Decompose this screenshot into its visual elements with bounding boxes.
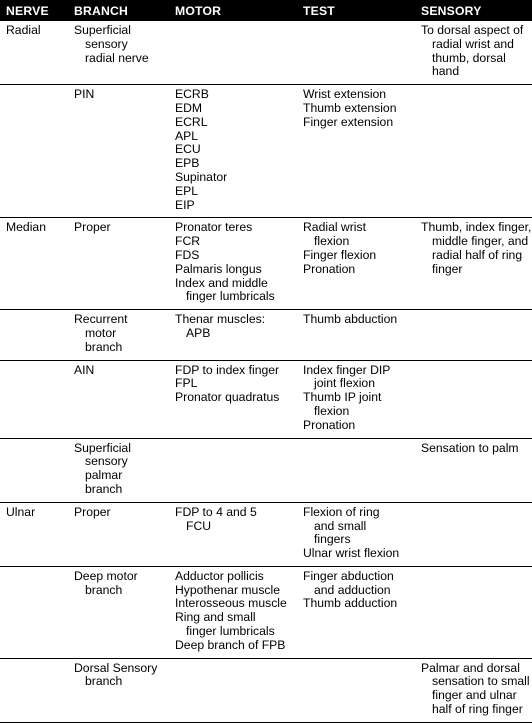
cell-nerve	[0, 658, 70, 722]
branch-line: sensory	[85, 454, 128, 469]
test-line: Radial wrist	[303, 220, 366, 235]
cell-motor	[173, 218, 301, 310]
cell-motor	[173, 310, 301, 360]
test-line: flexion	[314, 403, 350, 418]
cell-nerve	[0, 502, 70, 566]
motor-line: Index and middle	[175, 275, 268, 290]
cell-motor	[173, 21, 301, 85]
branch-line: branch	[85, 339, 123, 354]
sensory-line: finger	[432, 261, 463, 276]
branch-line: Superficial	[74, 23, 131, 37]
motor-line: Deep branch of FPB	[175, 637, 286, 652]
cell-sensory	[418, 360, 532, 438]
header-test: TEST	[303, 3, 335, 18]
motor-line: EDM	[175, 100, 203, 115]
header-nerve: NERVE	[6, 3, 49, 18]
sensory-line: sensation to small	[432, 674, 530, 689]
test-line: Thumb extension	[303, 100, 397, 115]
table-row	[0, 566, 532, 658]
branch-line: Superficial	[74, 440, 131, 455]
header-row	[0, 0, 532, 21]
motor-line: EIP	[175, 197, 195, 212]
sensory-line: Sensation to palm	[421, 440, 519, 455]
test-line: joint flexion	[314, 376, 375, 391]
motor-line: Thenar muscles:	[175, 312, 266, 327]
branch-line: AIN	[74, 362, 95, 377]
cell-nerve	[0, 310, 70, 360]
cell-nerve	[0, 218, 70, 310]
cell-nerve	[0, 566, 70, 658]
motor-line: ECRL	[175, 114, 208, 129]
motor-line: finger lumbricals	[186, 624, 275, 639]
cell-sensory	[418, 218, 532, 310]
table-row	[0, 21, 532, 85]
sensory-line: hand	[432, 64, 460, 79]
motor-line: ECU	[175, 142, 201, 157]
cell-branch	[70, 360, 173, 438]
sensory-line: To dorsal aspect of	[421, 23, 524, 37]
motor-line: FCR	[175, 234, 201, 249]
test-line: and adduction	[314, 582, 391, 597]
cell-test	[301, 310, 418, 360]
cell-branch	[70, 658, 173, 722]
motor-line: APB	[186, 325, 211, 340]
branch-line: palmar	[85, 468, 123, 483]
branch-line: Dorsal Sensory	[74, 660, 158, 675]
header-sensory: SENSORY	[421, 3, 482, 18]
motor-line: FDS	[175, 247, 200, 262]
cell-test	[301, 85, 418, 218]
sensory-line: thumb, dorsal	[432, 50, 506, 65]
cell-motor	[173, 658, 301, 722]
cell-nerve	[0, 85, 70, 218]
header-branch: BRANCH	[74, 3, 129, 18]
branch-line: Deep motor	[74, 568, 138, 583]
motor-line: FDP to 4 and 5	[175, 504, 257, 519]
motor-line: Ring and small	[175, 610, 256, 625]
motor-line: finger lumbricals	[186, 289, 275, 304]
motor-line: Interosseous muscle	[175, 596, 287, 611]
cell-branch	[70, 438, 173, 502]
branch-line: branch	[85, 481, 123, 496]
motor-line: EPB	[175, 156, 200, 171]
motor-line: Palmaris longus	[175, 261, 262, 276]
sensory-line: half of ring finger	[432, 702, 523, 717]
sensory-line: radial wrist and	[432, 36, 514, 51]
motor-line: APL	[175, 128, 199, 143]
cell-branch	[70, 502, 173, 566]
motor-line: FCU	[186, 518, 212, 533]
branch-line: Proper	[74, 220, 111, 235]
test-line: Finger extension	[303, 114, 394, 129]
cell-sensory	[418, 21, 532, 85]
cell-sensory	[418, 85, 532, 218]
cell-sensory	[418, 566, 532, 658]
cell-sensory	[418, 310, 532, 360]
test-line: Finger flexion	[303, 247, 377, 262]
cell-motor	[173, 438, 301, 502]
test-line: Thumb adduction	[303, 596, 398, 611]
cell-test	[301, 438, 418, 502]
sensory-line: middle finger, and	[432, 234, 529, 249]
cell-motor	[173, 85, 301, 218]
branch-line: branch	[85, 674, 123, 689]
branch-line: motor	[85, 325, 117, 340]
motor-line: Pronator teres	[175, 220, 253, 235]
motor-line: Hypothenar muscle	[175, 582, 280, 597]
test-line: Pronation	[303, 417, 356, 432]
cell-motor	[173, 566, 301, 658]
header-motor: MOTOR	[175, 3, 222, 18]
branch-line: branch	[85, 582, 123, 597]
nerve-label: Radial	[6, 23, 41, 37]
nerve-label: Median	[6, 220, 46, 235]
sensory-line: finger and ulnar	[432, 688, 517, 703]
motor-line: FDP to index finger	[175, 362, 280, 377]
cell-test	[301, 658, 418, 722]
cell-test	[301, 502, 418, 566]
branch-line: PIN	[74, 87, 95, 102]
cell-branch	[70, 218, 173, 310]
cell-nerve	[0, 360, 70, 438]
branch-line: sensory	[85, 36, 128, 51]
cell-nerve	[0, 438, 70, 502]
cell-test	[301, 566, 418, 658]
cell-branch	[70, 566, 173, 658]
motor-line: Pronator quadratus	[175, 390, 280, 405]
table-body	[0, 21, 532, 722]
motor-line: ECRB	[175, 87, 209, 102]
test-line: flexion	[314, 234, 350, 249]
branch-line: radial nerve	[85, 50, 149, 65]
cell-nerve	[0, 21, 70, 85]
branch-line: Recurrent	[74, 312, 128, 327]
table-row	[0, 658, 532, 722]
cell-test	[301, 21, 418, 85]
cell-motor	[173, 502, 301, 566]
table-row	[0, 218, 532, 310]
test-line: Index finger DIP	[303, 362, 391, 377]
test-line: Wrist extension	[303, 87, 387, 102]
table-row	[0, 502, 532, 566]
cell-branch	[70, 85, 173, 218]
test-line: Finger abduction	[303, 568, 394, 583]
motor-line: EPL	[175, 183, 199, 198]
test-line: and small	[314, 518, 367, 533]
table-row	[0, 438, 532, 502]
test-line: Flexion of ring	[303, 504, 380, 519]
cell-branch	[70, 310, 173, 360]
test-line: Pronation	[303, 261, 356, 276]
motor-line: FPL	[175, 376, 198, 391]
cell-branch	[70, 21, 173, 85]
branch-line: Proper	[74, 504, 111, 519]
motor-line: Adductor pollicis	[175, 568, 264, 583]
sensory-line: radial half of ring	[432, 247, 523, 262]
table-row	[0, 310, 532, 360]
cell-sensory	[418, 658, 532, 722]
cell-motor	[173, 360, 301, 438]
cell-sensory	[418, 502, 532, 566]
nerve-label: Ulnar	[6, 504, 36, 519]
test-line: Thumb IP joint	[303, 390, 382, 405]
table-row	[0, 360, 532, 438]
cell-test	[301, 360, 418, 438]
sensory-line: Thumb, index finger,	[421, 220, 532, 235]
test-line: Ulnar wrist flexion	[303, 546, 400, 561]
cell-sensory	[418, 438, 532, 502]
sensory-line: Palmar and dorsal	[421, 660, 520, 675]
test-line: fingers	[314, 532, 351, 547]
motor-line: Supinator	[175, 169, 228, 184]
cell-test	[301, 218, 418, 310]
table-row	[0, 85, 532, 218]
test-line: Thumb abduction	[303, 312, 398, 327]
